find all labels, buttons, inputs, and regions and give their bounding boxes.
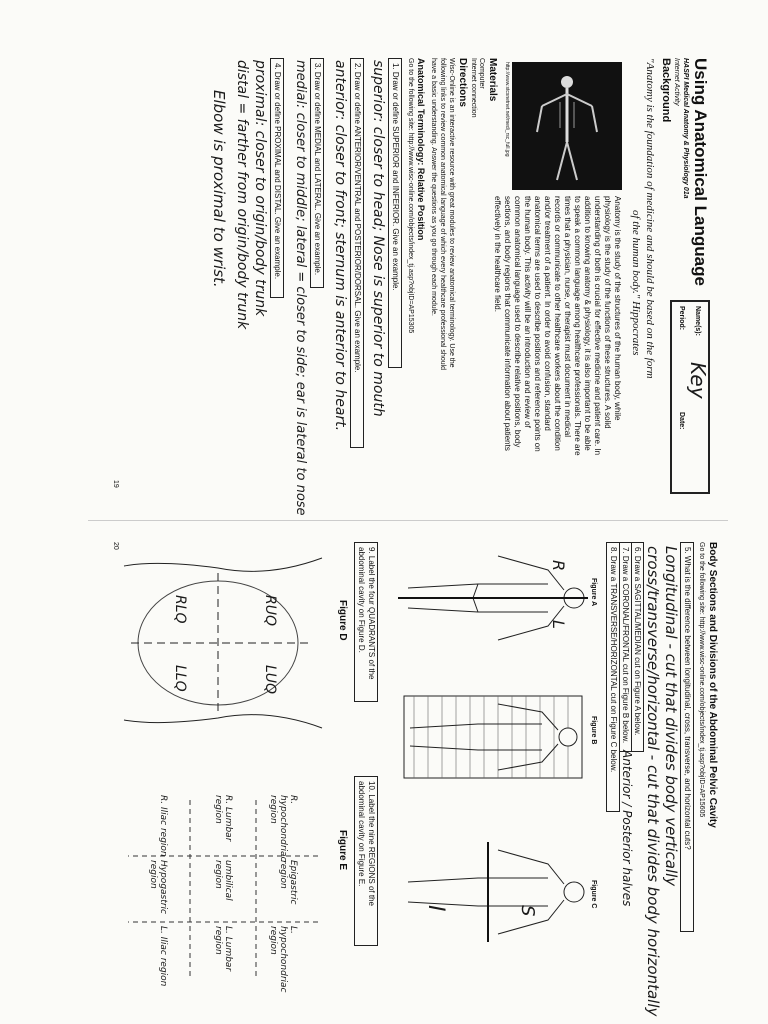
quadrant-llq: LLQ xyxy=(172,665,188,692)
background-paragraph xyxy=(492,196,622,496)
answer-5a: Longitudinal - cut that divides body vertically xyxy=(662,546,680,887)
figure-e-label: Figure E xyxy=(337,830,348,871)
materials-item: Internet connection xyxy=(470,58,477,118)
quadrant-rlq: RLQ xyxy=(172,595,188,624)
figure-c-label: Figure C xyxy=(590,880,597,909)
quote-line-1: "Anatomy is the foundation of medicine and should be based on the form xyxy=(644,58,656,379)
answer-5b: cross/transverse/horizontal - cut that divides body horizontally xyxy=(644,546,662,1017)
question-2: 2. Draw or define ANTERIOR/VENTRAL and POSTERIOR/DORSAL. Give an example. xyxy=(350,58,364,448)
bg-line: understanding of both is crucial for effective medicine and patient care. In xyxy=(593,196,602,456)
body-sections-title: Body Sections and Divisions of the Abdominal Pelvic Cavity xyxy=(707,542,718,828)
figure-a-label: Figure A xyxy=(590,578,597,607)
page-fold-divider xyxy=(88,520,728,521)
skeleton-figure-icon xyxy=(512,62,622,190)
region-l-iliac: L. Iliac region xyxy=(158,926,168,987)
answer-4b: distal = farther from origin/body trunk xyxy=(234,60,250,330)
figure-c-superior-label: S xyxy=(517,905,538,917)
name-value: Key xyxy=(686,362,710,399)
activity-label: Internet Activity xyxy=(673,58,680,106)
question-5: 5. What is the difference between longitudinal, cross, transverse, and horizontal cuts? xyxy=(680,542,694,932)
figure-a-right-label: R xyxy=(549,560,568,572)
name-label: Name(s): xyxy=(694,306,701,336)
bg-line: and/or treatment of a patient. In order to avoid confusion, standard xyxy=(543,196,552,431)
page-number-19: 19 xyxy=(112,480,119,488)
period-label: Period: xyxy=(678,306,685,331)
question-7: 7. Draw a CORONAL/FRONTAL cut on Figure B below. xyxy=(618,542,632,752)
materials-heading: Materials xyxy=(487,58,498,102)
question-9: 9. Label the four QUADRANTS of the abdominal cavity on Figure D. xyxy=(354,542,378,702)
figure-b-body-outline xyxy=(398,692,588,782)
answer-3: medial: closer to middle; lateral = closer to side; ear is lateral to nose xyxy=(293,60,308,516)
name-period-box xyxy=(670,300,710,494)
bg-line: anatomical terms are used to describe positions and reference points on xyxy=(533,196,542,452)
region-epigastric: Epigastric region xyxy=(278,860,298,905)
quadrant-ruq: RUQ xyxy=(262,595,278,626)
quadrant-luq: LUQ xyxy=(262,665,278,695)
figure-a-left-label: L xyxy=(549,620,568,629)
region-r-lumbar: R. Lumbar region xyxy=(213,795,233,842)
answer-4c: Elbow is proximal to wrist. xyxy=(210,90,228,288)
body-sections-link: Go to the following site: http://www.wisc-online.com/objects/index_tj.asp?objID=AP15605 xyxy=(698,542,705,818)
figure-c-inferior-label: I xyxy=(423,905,448,912)
question-8: 8. Draw a TRANSVERSE/HORIZONTAL cut on Figure C below. xyxy=(606,542,620,812)
directions-line: Wisc-Online is an interactive resource with great modules to review anatomical terminology. Use the xyxy=(448,58,455,368)
question-6: 6. Draw a SAGITTAL/MEDIAN cut on Figure A below. xyxy=(630,542,644,752)
directions-line: have a basic understanding. Answer the questions as you go through each module. xyxy=(430,58,437,317)
figure-d-label: Figure D xyxy=(337,600,348,641)
region-hypogastric: Hypogastric region xyxy=(148,860,168,914)
figure-b-label: Figure B xyxy=(590,716,597,745)
region-umbilical: umbilical region xyxy=(213,860,233,901)
image-caption: http://www.stcsnetnet.net/medi_rsc_full.jpg xyxy=(504,62,510,157)
date-label: Date: xyxy=(678,412,685,430)
figure-c-body-outline xyxy=(398,842,588,942)
quote-line-2: of the human body." Hippocrates xyxy=(630,210,642,356)
bg-line: physiology is the study of the functions of these structures. A solid xyxy=(603,196,612,429)
region-l-lumbar: L. Lumbar region xyxy=(213,926,233,972)
worksheet-title: Using Anatomical Language xyxy=(691,58,710,286)
answer-4a: proximal: closer to origin/body trunk xyxy=(252,60,268,317)
answer-7: Anterior / Posterior halves xyxy=(620,750,634,907)
question-4: 4. Draw or define PROXIMAL and DISTAL. Give an example. xyxy=(270,58,284,298)
materials-item: Computer xyxy=(478,58,485,89)
bg-line: to speak a common language among healthcare professionals. There are xyxy=(573,196,582,456)
region-r-hypochondriac: R. hypochondriac region xyxy=(268,795,298,862)
region-l-hypochondriac: L. hypochondriac region xyxy=(268,926,298,993)
directions-line: following links to review common anatomical language of which every healthcare professional should xyxy=(439,58,446,371)
answer-2: anterior: closer to front; sternum is anterior to heart. xyxy=(332,60,348,432)
bg-line: records or communicate to other healthcare workers about the condition xyxy=(553,196,562,451)
bg-line: Anatomy is the study of the structures of the human body, while xyxy=(613,196,622,421)
question-10: 10. Label the nine REGIONS of the abdominal cavity on Figure E. xyxy=(354,776,378,946)
bg-line: times that a physician, nurse, or therapist must document in medical xyxy=(563,196,572,437)
bg-line: the human body. This activity will be an introduction and review of xyxy=(523,196,532,428)
figure-d-torso-outline xyxy=(118,548,328,738)
skeleton-image xyxy=(512,62,622,190)
question-1: 1. Draw or define SUPERIOR and INFERIOR. Give an example. xyxy=(388,58,402,368)
bg-line: sections, and body regions that communicate information about patients xyxy=(503,196,512,451)
answer-1: superior: closer to head; Nose is superior to mouth xyxy=(370,60,386,417)
bg-line: effectively in the healthcare field. xyxy=(493,196,502,312)
directions-paragraph xyxy=(429,58,456,498)
bg-line: common anatomical language used to describe relative positions, body xyxy=(513,196,522,448)
course-subtitle: HASPI Medical Anatomy & Physiology 01a xyxy=(682,58,689,199)
background-heading: Background xyxy=(660,58,672,123)
directions-heading: Directions xyxy=(457,58,468,107)
region-r-iliac: R. Iliac region xyxy=(158,795,168,857)
question-3: 3. Draw or define MEDIAL and LATERAL. Give an example. xyxy=(310,58,324,288)
bg-line: addition to knowing anatomy & physiology, it is also important to be able xyxy=(583,196,592,451)
relative-position-heading: Anatomical Terminology: Relative Position xyxy=(416,58,426,241)
relative-position-link: Go to the following site: http://www.wisc-online.com/objects/index_tj.asp?objID=AP15305 xyxy=(407,58,414,334)
page-number-20: 20 xyxy=(112,542,119,550)
